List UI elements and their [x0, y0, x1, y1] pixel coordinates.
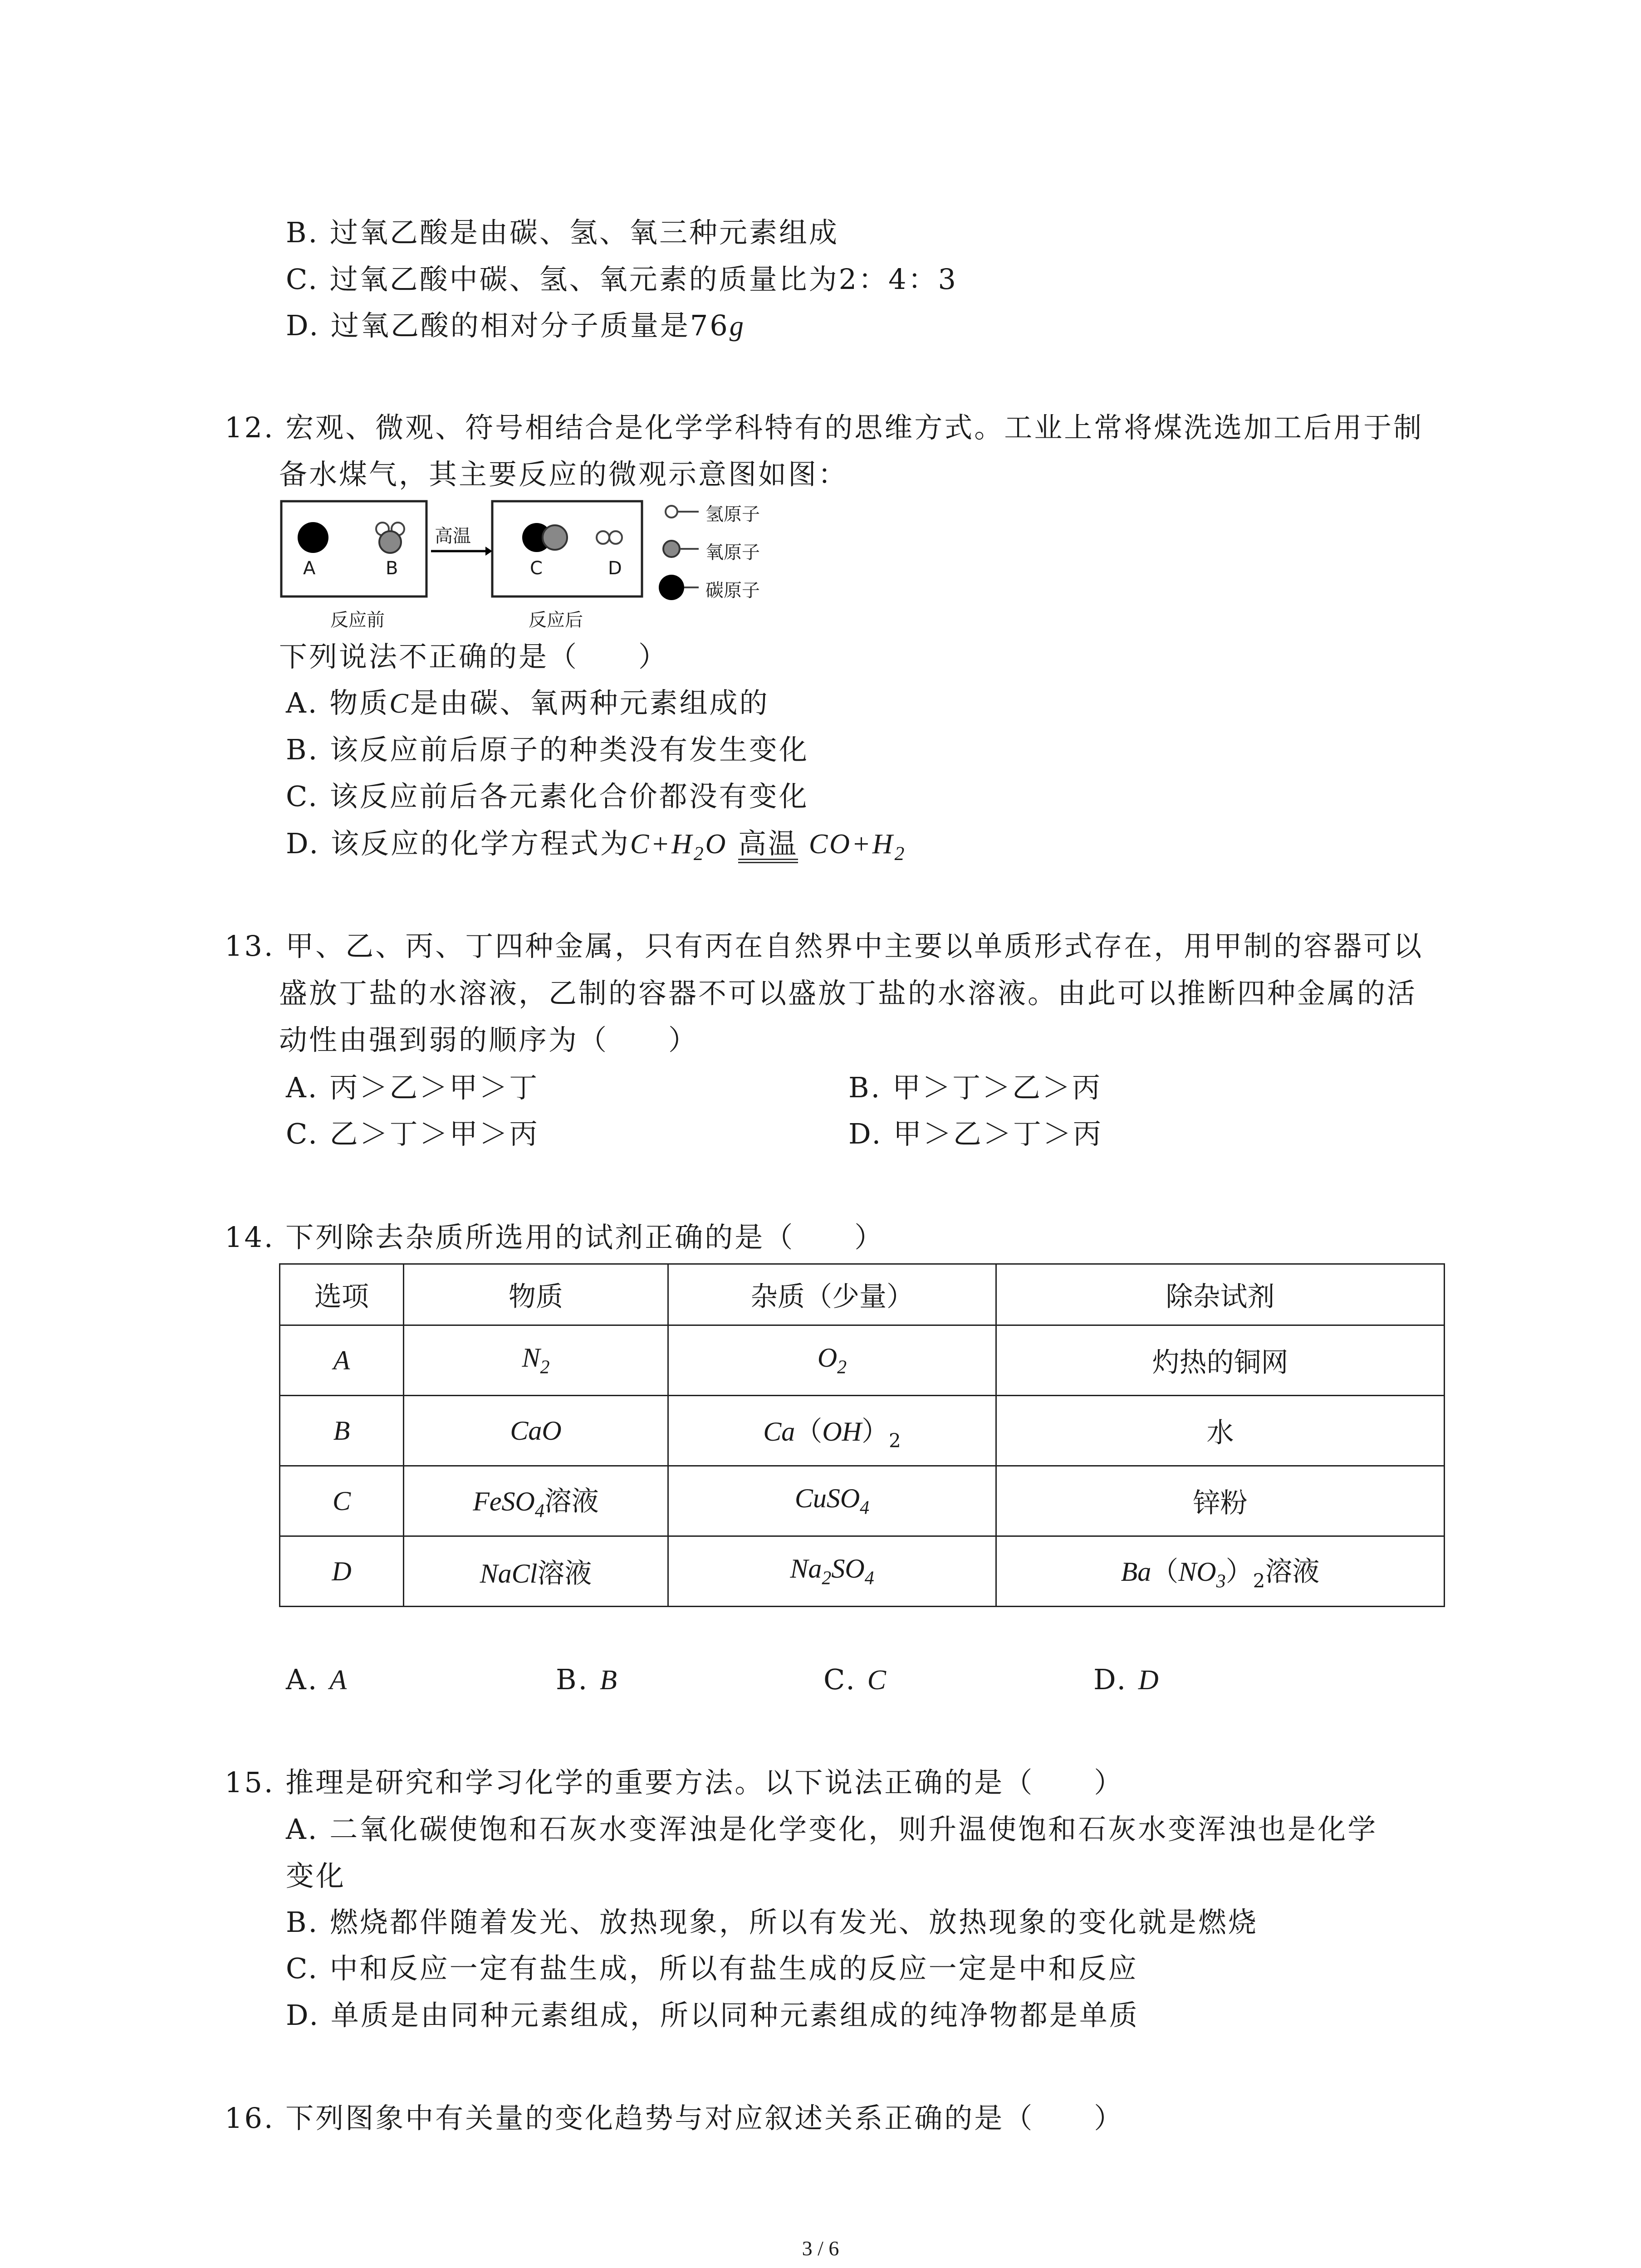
q12-option-b: B. 该反应前后原子的种类没有发生变化	[286, 733, 809, 766]
cell-option: D	[280, 1536, 404, 1607]
legend-hydrogen: 氢原子	[705, 504, 760, 525]
table-header-row	[280, 1264, 1445, 1325]
q14-answer-a: A. A	[286, 1663, 349, 1696]
q16-stem: 16. 下列图象中有关量的变化趋势与对应叙述关系正确的是（ ）	[225, 2102, 1124, 2135]
table-row	[280, 1466, 1445, 1536]
q12-stem-line1: 12. 宏观、微观、符号相结合是化学学科特有的思维方式。工业上常将煤洗选加工后用于制	[225, 411, 1424, 444]
caption-after: 反应后	[529, 610, 583, 631]
cell-impurity: $O_2$	[668, 1325, 996, 1396]
q12-option-d: D. 该反应的化学方程式为$C+H_2O$ 高温 $CO+H_2$	[286, 827, 906, 865]
cell-reagent: 水	[996, 1396, 1445, 1466]
q11-option-b: B. 过氧乙酸是由碳、氢、氧三种元素组成	[286, 216, 839, 249]
q15-option-b: B. 燃烧都伴随着发光、放热现象，所以有发光、放热现象的变化就是燃烧	[286, 1906, 1258, 1939]
q15-option-c: C. 中和反应一定有盐生成，所以有盐生成的反应一定是中和反应	[286, 1952, 1138, 1985]
q13-option-d: D. 甲＞乙＞丁＞丙	[848, 1117, 1103, 1150]
header-reagent: 除杂试剂	[996, 1264, 1445, 1325]
q13-stem-line2: 盛放丁盐的水溶液，乙制的容器不可以盛放丁盐的水溶液。由此可以推断四种金属的活	[279, 977, 1417, 1010]
q12-option-a: A. 物质C是由碳、氧两种元素组成的	[286, 686, 769, 719]
cell-option: A	[280, 1325, 404, 1396]
q12-question: 下列说法不正确的是（ ）	[279, 640, 669, 673]
q15-option-a-line2: 变化	[286, 1859, 346, 1892]
q12-stem-line2: 备水煤气，其主要反应的微观示意图如图：	[279, 458, 848, 491]
q13-option-c: C. 乙＞丁＞甲＞丙	[286, 1117, 539, 1150]
cell-reagent: $Ba(NO_3)_2$溶液	[996, 1536, 1445, 1607]
cell-substance: FeSO$_4$溶液	[404, 1466, 668, 1536]
caption-before: 反应前	[330, 610, 385, 631]
q13-option-a: A. 丙＞乙＞甲＞丁	[286, 1071, 539, 1104]
cell-option: C	[280, 1466, 404, 1536]
cell-substance: $N_2$	[404, 1325, 668, 1396]
diagram-label-c: C	[530, 558, 543, 579]
table-row	[280, 1396, 1445, 1466]
arrow-condition-label: 高温	[435, 526, 471, 547]
page-number: 3 / 6	[802, 2237, 839, 2260]
q12-option-c: C. 该反应前后各元素化合价都没有变化	[286, 780, 809, 813]
q14-table	[279, 1263, 1445, 1607]
q11-option-c: C. 过氧乙酸中碳、氢、氧元素的质量比为2：4：3	[286, 263, 958, 296]
cell-substance: CaO	[404, 1396, 668, 1466]
diagram-label-a: A	[303, 558, 316, 579]
header-option: 选项	[280, 1264, 404, 1325]
q11-option-d: D. 过氧乙酸的相对分子质量是76g	[286, 309, 745, 342]
table-row	[280, 1536, 1445, 1607]
cell-impurity: CuSO$_4$	[668, 1466, 996, 1536]
header-impurity: 杂质（少量）	[668, 1264, 996, 1325]
cell-reagent: 灼热的铜网	[996, 1325, 1445, 1396]
q14-stem: 14. 下列除去杂质所选用的试剂正确的是（ ）	[225, 1221, 885, 1254]
q14-answer-d: D. D	[1093, 1663, 1161, 1696]
cell-substance: NaCl溶液	[404, 1536, 668, 1607]
q14-answer-c: C. C	[823, 1663, 888, 1696]
legend-carbon: 碳原子	[705, 580, 760, 601]
q13-stem-line1: 13. 甲、乙、丙、丁四种金属，只有丙在自然界中主要以单质形式存在，用甲制的容器可以	[225, 929, 1424, 963]
legend-oxygen: 氧原子	[705, 542, 760, 563]
table-row	[280, 1325, 1445, 1396]
q15-option-d: D. 单质是由同种元素组成，所以同种元素组成的纯净物都是单质	[286, 1999, 1139, 2032]
q13-stem-line3: 动性由强到弱的顺序为（ ）	[279, 1023, 699, 1056]
q15-stem: 15. 推理是研究和学习化学的重要方法。以下说法正确的是（ ）	[225, 1766, 1124, 1799]
diagram-label-b: B	[386, 558, 398, 579]
cell-impurity: $Na_2SO_4$	[668, 1536, 996, 1607]
q14-answer-b: B. B	[556, 1663, 619, 1696]
cell-option: B	[280, 1396, 404, 1466]
q13-option-b: B. 甲＞丁＞乙＞丙	[848, 1071, 1102, 1104]
header-substance: 物质	[404, 1264, 668, 1325]
cell-reagent: 锌粉	[996, 1466, 1445, 1536]
diagram-label-d: D	[608, 558, 622, 579]
q15-option-a-line1: A. 二氧化碳使饱和石灰水变浑浊是化学变化，则升温使饱和石灰水变浑浊也是化学	[286, 1813, 1378, 1846]
cell-impurity: $Ca(OH)_2$	[668, 1396, 996, 1466]
